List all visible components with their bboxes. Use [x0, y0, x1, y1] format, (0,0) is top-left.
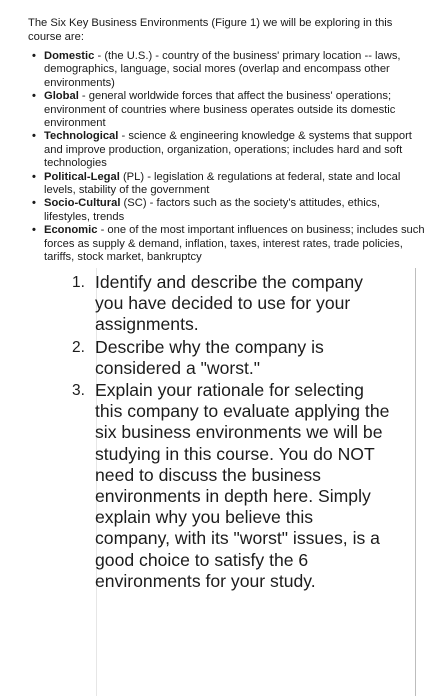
environment-description: - one of the most important influences on business; includes such forces as supply & demand, inflation, taxes, interest rates, trade policies, tariffs, stock market, bankruptcy [44, 224, 425, 264]
environment-name: Economic [44, 224, 98, 237]
environment-description: (SC) - factors such as the society's attitudes, ethics, lifestyles, trends [44, 197, 380, 223]
list-item [30, 224, 428, 264]
question-number: 1. [72, 274, 85, 291]
environment-description: - (the U.S.) - country of the business' primary location -- laws, demographics, language, social mores (overlap and encompass other environments) [44, 50, 401, 89]
environment-description: - science & engineering knowledge & systems that support and improve production, organization, operations; includes hard and soft technologies [44, 130, 412, 170]
environment-description: (PL) - legislation & regulations at federal, state and local levels, stability of the government [44, 170, 401, 197]
list-item [30, 130, 428, 170]
questions-list [70, 272, 392, 593]
question-number: 2. [72, 338, 85, 356]
question-text: Identify and describe the company you have decided to use for your assignments. [95, 272, 363, 335]
environment-name: Socio-Cultural [44, 197, 121, 210]
bullet-icon: • [32, 170, 36, 183]
environments-list [30, 50, 428, 265]
bullet-icon: • [32, 50, 36, 62]
question-text: Explain your rationale for selecting this company to evaluate applying the six business environments we will be studying in this course. You do NOT need to discuss the business environments in depth here. Simply explain why you believe this company, with its "worst" issues, is a good choice to satisfy the 6 environments for your study. [95, 380, 390, 591]
environment-description: - general worldwide forces that affect the business' operations; environment of countries where business operates outside its domestic environment [44, 90, 396, 130]
list-item [30, 171, 428, 198]
intro-text: The Six Key Business Environments (Figure 1) we will be exploring in this course are: [28, 17, 393, 44]
bullet-icon: • [32, 90, 36, 103]
bullet-icon: • [32, 130, 36, 143]
bullet-icon: • [32, 197, 36, 210]
question-item [70, 380, 392, 592]
environment-name: Political-Legal [44, 170, 120, 183]
list-item [30, 50, 428, 90]
environment-name: Domestic [44, 50, 95, 62]
list-item [30, 197, 428, 224]
question-number: 3. [72, 382, 85, 400]
environment-name: Global [44, 90, 79, 103]
question-item [70, 272, 392, 336]
question-item [70, 337, 392, 379]
question-text: Describe why the company is considered a "worst." [95, 336, 324, 378]
bullet-icon: • [32, 224, 36, 237]
environment-name: Technological [44, 130, 119, 143]
list-item [30, 90, 428, 130]
